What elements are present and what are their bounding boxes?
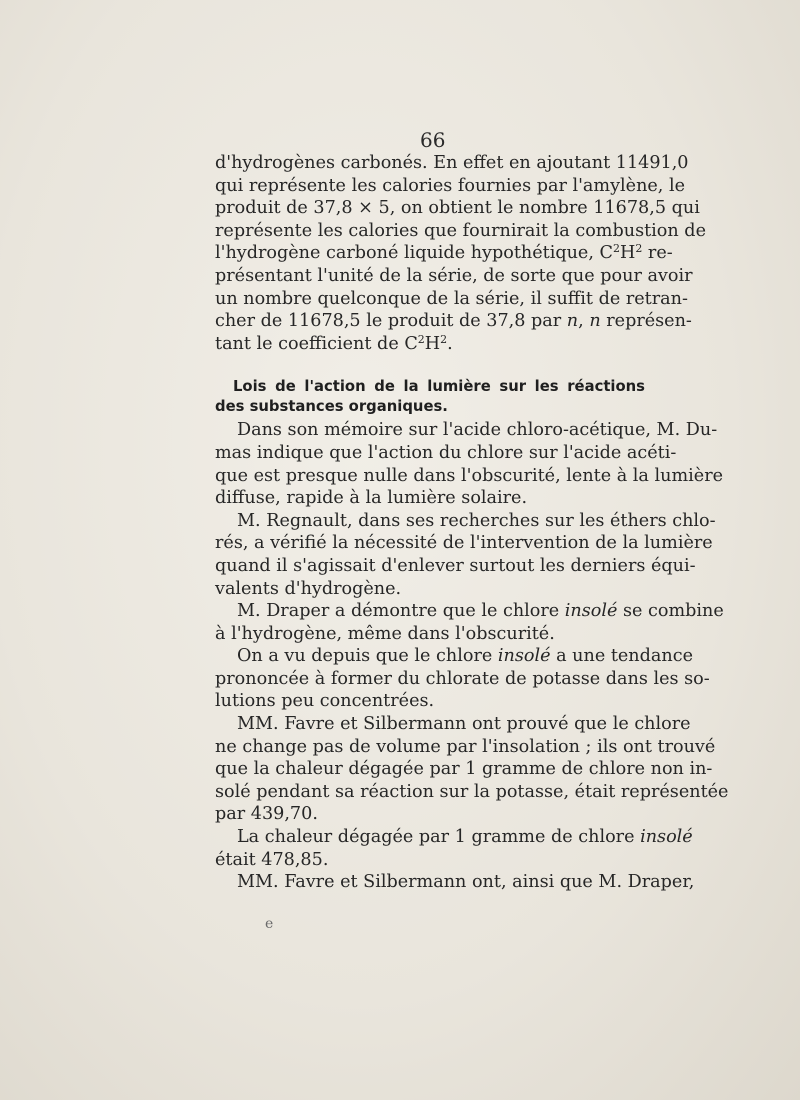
text-line [215,242,673,265]
text-fragment: . [447,333,453,354]
paragraph-chaleur [215,826,693,871]
text-fragment: a une tendance [550,646,693,667]
text-fragment: , [578,311,590,332]
text-fragment: l'hydrogène carboné liquide hypothétique, C [215,243,613,264]
superscript: 2 [417,332,425,346]
text-line: rés, a vérifié la nécessité de l'intervention de la lumière [215,533,713,554]
text-fragment: tant le coefficient de C [215,333,418,354]
text-line: d'hydrogènes carbonés. En effet en ajoutant 11491,0 [215,153,689,173]
page-number: 66 [420,128,446,152]
text-fragment: représen- [600,311,692,332]
text-line [215,826,693,849]
text-line: représente les calories que fournirait la combustion de [215,220,706,241]
text-line: que la chaleur dégagée par 1 gramme de chlore non in- [215,759,713,780]
text-line: prononcée à former du chlorate de potasse dans les so- [215,668,710,689]
italic-word: insolé [640,827,693,848]
text-fragment: H [424,333,441,354]
section-heading [215,377,645,417]
text-fragment: M. Draper a démontre que le chlore [237,601,565,622]
text-line: présentant l'unité de la série, de sorte que pour avoir [215,265,693,286]
text-line: un nombre quelconque de la série, il suffit de retran- [215,288,688,309]
text-line: à l'hydrogène, même dans l'obscurité. [215,623,555,644]
text-line [215,333,645,356]
italic-word: insolé [564,601,618,622]
text-fragment: cher de 11678,5 le produit de 37,8 par [215,311,567,332]
italic-variable: n [566,311,579,332]
text-line: diffuse, rapide à la lumière solaire. [215,488,528,509]
text-line: M. Regnault, dans ses recherches sur les éthers chlo- [237,510,716,531]
paragraph-regnault [215,510,716,600]
paragraph-draper [215,600,724,645]
text-line: qui représente les calories fournies par l'amylène, le [215,175,686,196]
paragraph-dumas [215,419,724,509]
text-line: Dans son mémoire sur l'acide chloro-acétique, M. Du- [237,420,718,441]
text-line: solé pendant sa réaction sur la potasse, était représentée [215,781,729,802]
text-line: produit de 37,8 × 5, on obtient le nombre 11678,5 qui [215,198,700,219]
italic-word: insolé [497,646,551,667]
text-fragment: H [619,243,636,264]
heading-line: des substances organiques. [215,398,448,416]
text-line: quand il s'agissait d'enlever surtout les derniers équi- [215,555,696,576]
text-line: MM. Favre et Silbermann ont prouvé que le chlore [237,714,691,735]
text-line: MM. Favre et Silbermann ont, ainsi que M. Draper, [237,872,695,893]
text-line: était 478,85. [215,849,329,870]
superscript: 2 [635,242,643,256]
text-line [215,600,724,623]
signature-mark: e [265,916,274,932]
paragraph-final [215,871,695,894]
text-line [215,310,692,333]
italic-variable: n [589,311,601,332]
text-fragment: se combine [617,601,724,622]
text-fragment: On a vu depuis que le chlore [237,646,498,667]
text-fragment: re- [642,243,673,264]
text-fragment: La chaleur dégagée par 1 gramme de chlore [237,827,641,848]
superscript: 2 [440,332,448,346]
heading-line: Lois de l'action de la lumière sur les réactions [233,378,645,396]
text-line: valents d'hydrogène. [215,578,402,599]
text-line: par 439,70. [215,804,318,825]
superscript: 2 [612,242,620,256]
paragraph-favre-silbermann [215,713,729,826]
text-line [215,645,693,668]
paragraph-chlorate [215,645,710,713]
text-line: mas indique que l'action du chlore sur l'acide acéti- [215,442,677,463]
text-line: que est presque nulle dans l'obscurité, lente à la lumière [215,465,724,486]
paragraph-amylene [215,152,706,355]
text-block [215,152,729,894]
text-line: ne change pas de volume par l'insolation ; ils ont trouvé [215,736,716,757]
text-line: lutions peu concentrées. [215,691,435,712]
